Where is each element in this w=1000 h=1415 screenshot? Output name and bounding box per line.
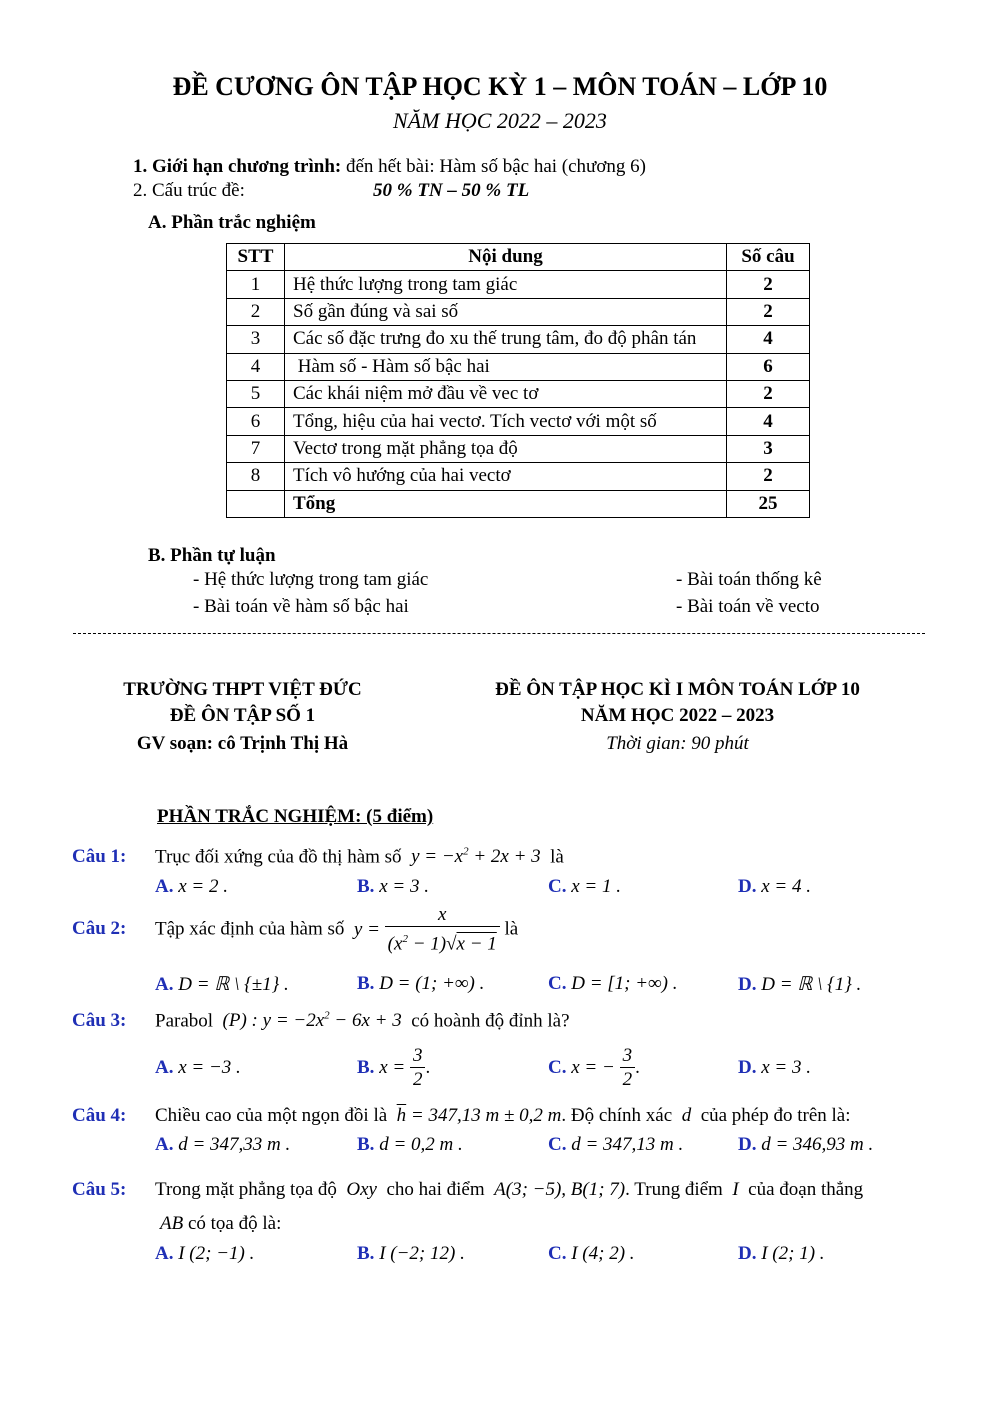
question-label: Câu 1: [72, 846, 127, 867]
answer-option[interactable]: D. x = 3 . [738, 1057, 811, 1078]
answer-option[interactable]: A. x = 2 . [155, 876, 228, 897]
table-cell-count: 3 [727, 435, 810, 462]
table-header-row [227, 244, 810, 271]
answer-option[interactable]: A. d = 347,33 m . [155, 1134, 291, 1155]
question-label: Câu 2: [72, 918, 127, 939]
page-subtitle: NĂM HỌC 2022 – 2023 [393, 108, 607, 133]
dashed-divider [73, 633, 925, 634]
answer-option[interactable]: C. d = 347,13 m . [548, 1134, 684, 1155]
outline-item-1 [133, 156, 646, 178]
table-cell-stt: 6 [227, 408, 285, 435]
answer-option[interactable]: C. D = [1; +∞) . [548, 973, 678, 994]
table-header-stt: STT [227, 244, 285, 271]
table-total-row [227, 490, 810, 517]
school-name: TRƯỜNG THPT VIỆT ĐỨC [123, 679, 362, 700]
answer-option[interactable]: B. D = (1; +∞) . [357, 973, 485, 994]
question-stem: Chiều cao của một ngọn đồi là $\overline{h} = 347,13$ m ± 0,2 m. Độ chính xác d của phép đo trên là: [155, 1105, 851, 1126]
outline-table [226, 243, 810, 518]
table-row [227, 298, 810, 325]
answer-option[interactable]: C. x = − $\frac{3}{2}$ . [548, 1045, 640, 1090]
table-cell-content: Hàm số - Hàm số bậc hai [285, 353, 727, 380]
table-cell-stt: 7 [227, 435, 285, 462]
question-stem: Trong mặt phẳng tọa độ Oxy cho hai điểm A(3; −5), B(1; 7). Trung điểm I của đoạn thẳng [155, 1179, 864, 1200]
essay-topic: - Bài toán về hàm số bậc hai [193, 596, 409, 617]
table-cell-count: 6 [727, 353, 810, 380]
table-cell-content: Tích vô hướng của hai vectơ [285, 463, 727, 490]
table-row [227, 408, 810, 435]
section-title: PHẦN TRẮC NGHIỆM: (5 điểm) [157, 806, 434, 827]
table-row [227, 353, 810, 380]
answer-option[interactable]: A. x = −3 . [155, 1057, 241, 1078]
table-cell-content: Tổng, hiệu của hai vectơ. Tích vectơ với một số [285, 408, 727, 435]
table-cell-empty [227, 490, 285, 517]
table-row [227, 271, 810, 298]
answer-option[interactable]: A. D = ℝ \ {±1} . [155, 974, 289, 995]
math-expression: (P) : $y = -2x^2 - 6x + 3$ [217, 1010, 407, 1032]
question-label: Câu 5: [72, 1179, 127, 1200]
answer-option[interactable]: B. d = 0,2 m . [357, 1134, 463, 1155]
answer-option[interactable]: B. x = $\frac{3}{2}$ . [357, 1045, 431, 1090]
essay-topic: - Bài toán thống kê [676, 569, 822, 590]
exam-number: ĐỀ ÔN TẬP SỐ 1 [169, 705, 316, 726]
table-cell-count: 4 [727, 408, 810, 435]
answer-option[interactable]: D. x = 4 . [738, 876, 811, 897]
outline-item-2-text: 50 % TN – 50 % TL [373, 180, 530, 201]
table-cell-content: Các khái niệm mở đầu về vec tơ [285, 380, 727, 407]
table-header-count: Số câu [727, 244, 810, 271]
math-expression: $\overline{h} = 347,13$ m ± 0,2 m [396, 1105, 562, 1126]
table-cell-stt: 2 [227, 298, 285, 325]
table-row [227, 435, 810, 462]
math-expression: y = $\frac{x}{(x^2 - 1)√x - 1}$ [349, 919, 504, 940]
exam-year: NĂM HỌC 2022 – 2023 [580, 705, 775, 726]
answer-option[interactable]: C. I (4; 2) . [548, 1243, 635, 1264]
table-row [227, 326, 810, 353]
essay-topic: - Bài toán về vecto [676, 596, 820, 617]
table-cell-stt: 1 [227, 271, 285, 298]
question-stem: Parabol (P) : $y = -2x^2 - 6x + 3$ có hoành độ đỉnh là? [155, 1010, 570, 1032]
exam-title: ĐỀ ÔN TẬP HỌC KÌ I MÔN TOÁN LỚP 10 [495, 679, 860, 700]
table-cell-content: Vectơ trong mặt phẳng tọa độ [285, 435, 727, 462]
answer-option[interactable]: B. x = 3 . [357, 876, 429, 897]
answer-option[interactable]: B. I (−2; 12) . [357, 1243, 465, 1264]
table-cell-count: 2 [727, 463, 810, 490]
answer-option[interactable]: C. x = 1 . [548, 876, 621, 897]
page-title: ĐỀ CƯƠNG ÔN TẬP HỌC KỲ 1 – MÔN TOÁN – LỚP 10 [172, 72, 828, 101]
question-stem: Trục đối xứng của đồ thị hàm số $y = -x^2 + 2x + 3$ là [155, 846, 564, 868]
table-total-label: Tổng [285, 490, 727, 517]
answer-option[interactable]: D. d = 346,93 m . [738, 1134, 874, 1155]
outline-item-1-text: đến hết bài: Hàm số bậc hai (chương 6) [341, 156, 646, 177]
table-header-content: Nội dung [285, 244, 727, 271]
table-row [227, 380, 810, 407]
table-cell-content: Số gần đúng và sai số [285, 298, 727, 325]
question-label: Câu 4: [72, 1105, 127, 1126]
question-stem-line2: AB có tọa độ là: [160, 1213, 282, 1234]
question-label: Câu 3: [72, 1010, 127, 1031]
teacher-name: GV soạn: cô Trịnh Thị Hà [136, 733, 349, 754]
table-cell-count: 2 [727, 271, 810, 298]
table-row [227, 463, 810, 490]
table-cell-stt: 5 [227, 380, 285, 407]
table-total-count: 25 [727, 490, 810, 517]
table-cell-count: 2 [727, 380, 810, 407]
answer-option[interactable]: D. I (2; 1) . [738, 1243, 825, 1264]
outline-item-2-label: 2. Cấu trúc đề: [133, 180, 245, 201]
outline-item-1-label: 1. Giới hạn chương trình: [133, 156, 342, 177]
question-stem: Tập xác định của hàm số y = $\frac{x}{(x^2 - 1)√x - 1}$ là [155, 904, 519, 955]
section-b-heading: B. Phần tự luận [148, 545, 276, 566]
table-cell-count: 2 [727, 298, 810, 325]
essay-topic: - Hệ thức lượng trong tam giác [193, 569, 429, 590]
table-cell-content: Các số đặc trưng đo xu thế trung tâm, đo độ phân tán [285, 326, 727, 353]
table-cell-count: 4 [727, 326, 810, 353]
answer-option[interactable]: D. D = ℝ \ {1} . [738, 974, 862, 995]
table-cell-stt: 4 [227, 353, 285, 380]
answer-option[interactable]: A. I (2; −1) . [155, 1243, 255, 1264]
exam-time: Thời gian: 90 phút [606, 733, 749, 754]
section-a-heading: A. Phần trắc nghiệm [148, 212, 316, 233]
table-cell-content: Hệ thức lượng trong tam giác [285, 271, 727, 298]
table-cell-stt: 3 [227, 326, 285, 353]
table-cell-stt: 8 [227, 463, 285, 490]
math-expression: $y = -x^2 + 2x + 3$ [406, 846, 546, 868]
